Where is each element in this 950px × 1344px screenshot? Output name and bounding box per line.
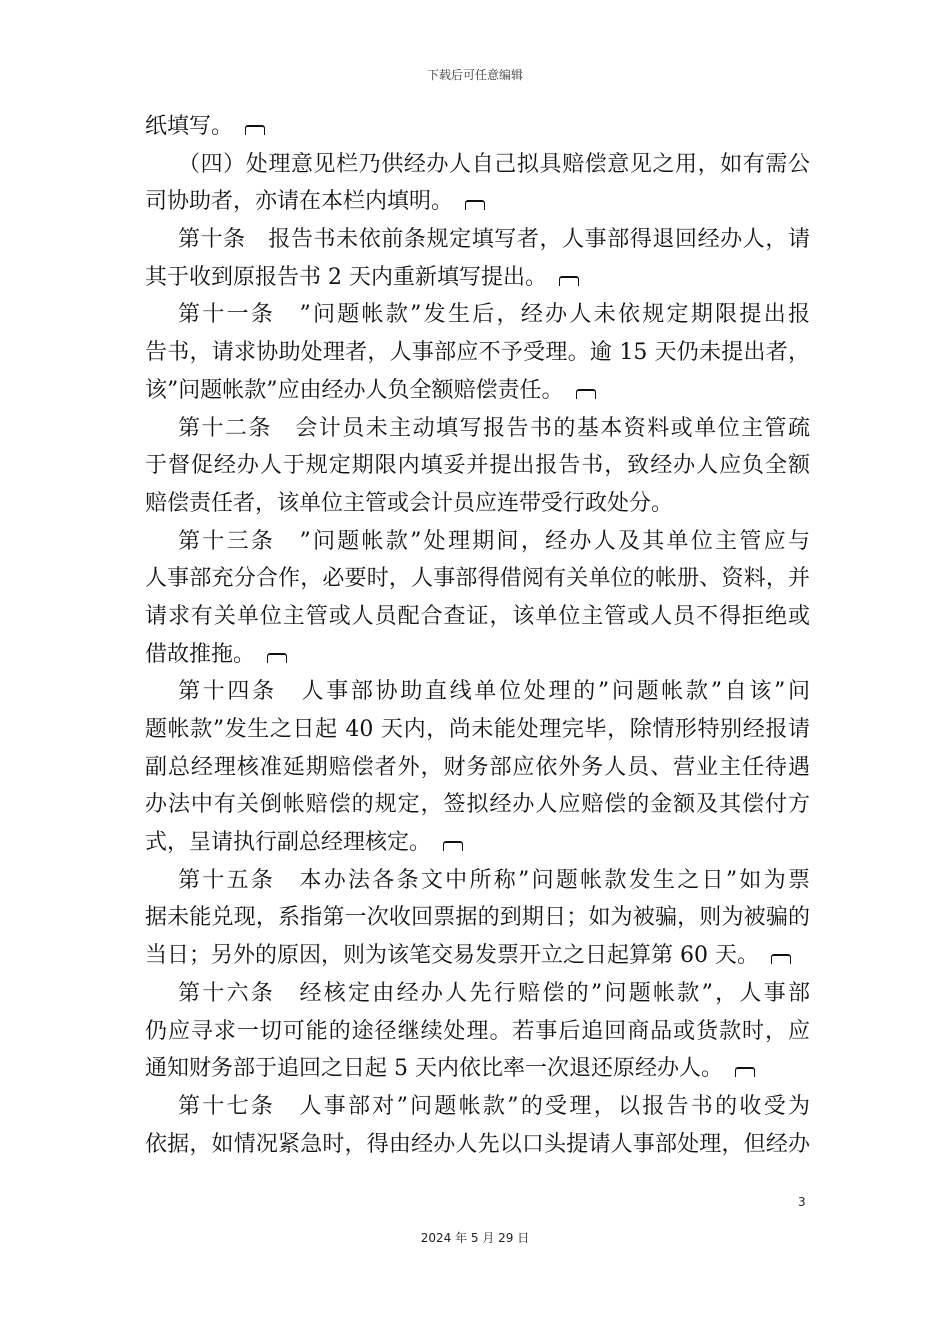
paragraph-mark-icon [465,200,485,210]
text-line: 副总经理核准延期赔偿者外，财务部应依外务人员、营业主任待遇 [145,754,810,780]
paragraph-mark-icon [267,653,287,663]
text-line: 依据，如情况紧急时，得由经办人先以口头提请人事部处理，但经办 [145,1131,810,1157]
text-line: 办法中有关倒帐赔偿的规定，签拟经办人应赔偿的金额及其偿付方 [145,792,810,818]
text-line: 题帐款”发生之日起 40 天内，尚未能处理完毕，除情形特别经报请 [145,717,810,742]
text-line: 人事部充分合作，必要时，人事部得借阅有关单位的帐册、资料，并 [145,566,810,592]
text-line: 第十七条 人事部对”问题帐款”的受理，以报告书的收受为 [178,1093,810,1119]
text-line: 赔偿责任者，该单位主管或会计员应连带受行政处分。 [145,490,674,516]
text-line: 当日；另外的原因，则为该笔交易发票开立之日起算第 60 天。 [145,937,810,975]
text-line: 其于收到原报告书 2 天内重新填写提出。 [145,259,810,297]
page-number: 3 [798,1195,806,1209]
page-footer-date: 2024 年 5 月 29 日 [420,1231,530,1245]
paragraph-mark-icon [771,954,791,964]
text-line: 第十二条 会计员未主动填写报告书的基本资料或单位主管疏 [178,415,810,441]
text-line: 该”问题帐款”应由经办人负全额赔偿责任。 [145,372,810,410]
text-line: 式，呈请执行副总经理核定。 [145,824,810,862]
text-line: 据未能兑现，系指第一次收回票据的到期日；如为被骗，则为被骗的 [145,905,810,931]
text-line: 纸填写。 [145,108,810,146]
paragraph-mark-icon [443,841,463,851]
text-line: 第十一条 ”问题帐款”发生后，经办人未依规定期限提出报 [178,302,810,328]
text-line: 司协助者，亦请在本栏内填明。 [145,183,810,221]
paragraph-mark-icon [245,125,265,135]
text-line: 第十条 报告书未依前条规定填写者，人事部得退回经办人，请 [178,227,810,253]
text-line: 仍应寻求一切可能的途径继续处理。若事后追回商品或货款时，应 [145,1018,810,1044]
text-line: 通知财务部于追回之日起 5 天内依比率一次退还原经办人。 [145,1050,810,1088]
text-line: 第十五条 本办法各条文中所称”问题帐款发生之日”如为票 [178,867,810,893]
text-line: （四）处理意见栏乃供经办人自己拟具赔偿意见之用，如有需公 [178,151,810,177]
text-line: 借故推拖。 [145,636,810,674]
text-line: 第十三条 ”问题帐款”处理期间，经办人及其单位主管应与 [178,528,810,554]
page-header: 下载后可任意编辑 [426,68,523,82]
document-body [145,108,810,1163]
text-line: 第十六条 经核定由经办人先行赔偿的”问题帐款”，人事部 [178,980,810,1006]
paragraph-mark-icon [559,276,579,286]
text-line: 请求有关单位主管或人员配合查证，该单位主管或人员不得拒绝或 [145,603,810,629]
text-line: 告书，请求协助处理者，人事部应不予受理。逾 15 天仍未提出者， [145,340,810,366]
paragraph-mark-icon [576,389,596,399]
paragraph-mark-icon [735,1067,755,1077]
text-line: 第十四条 人事部协助直线单位处理的”问题帐款”自该”问 [178,679,810,705]
text-line: 于督促经办人于规定期限内填妥并提出报告书，致经办人应负全额 [145,453,810,479]
